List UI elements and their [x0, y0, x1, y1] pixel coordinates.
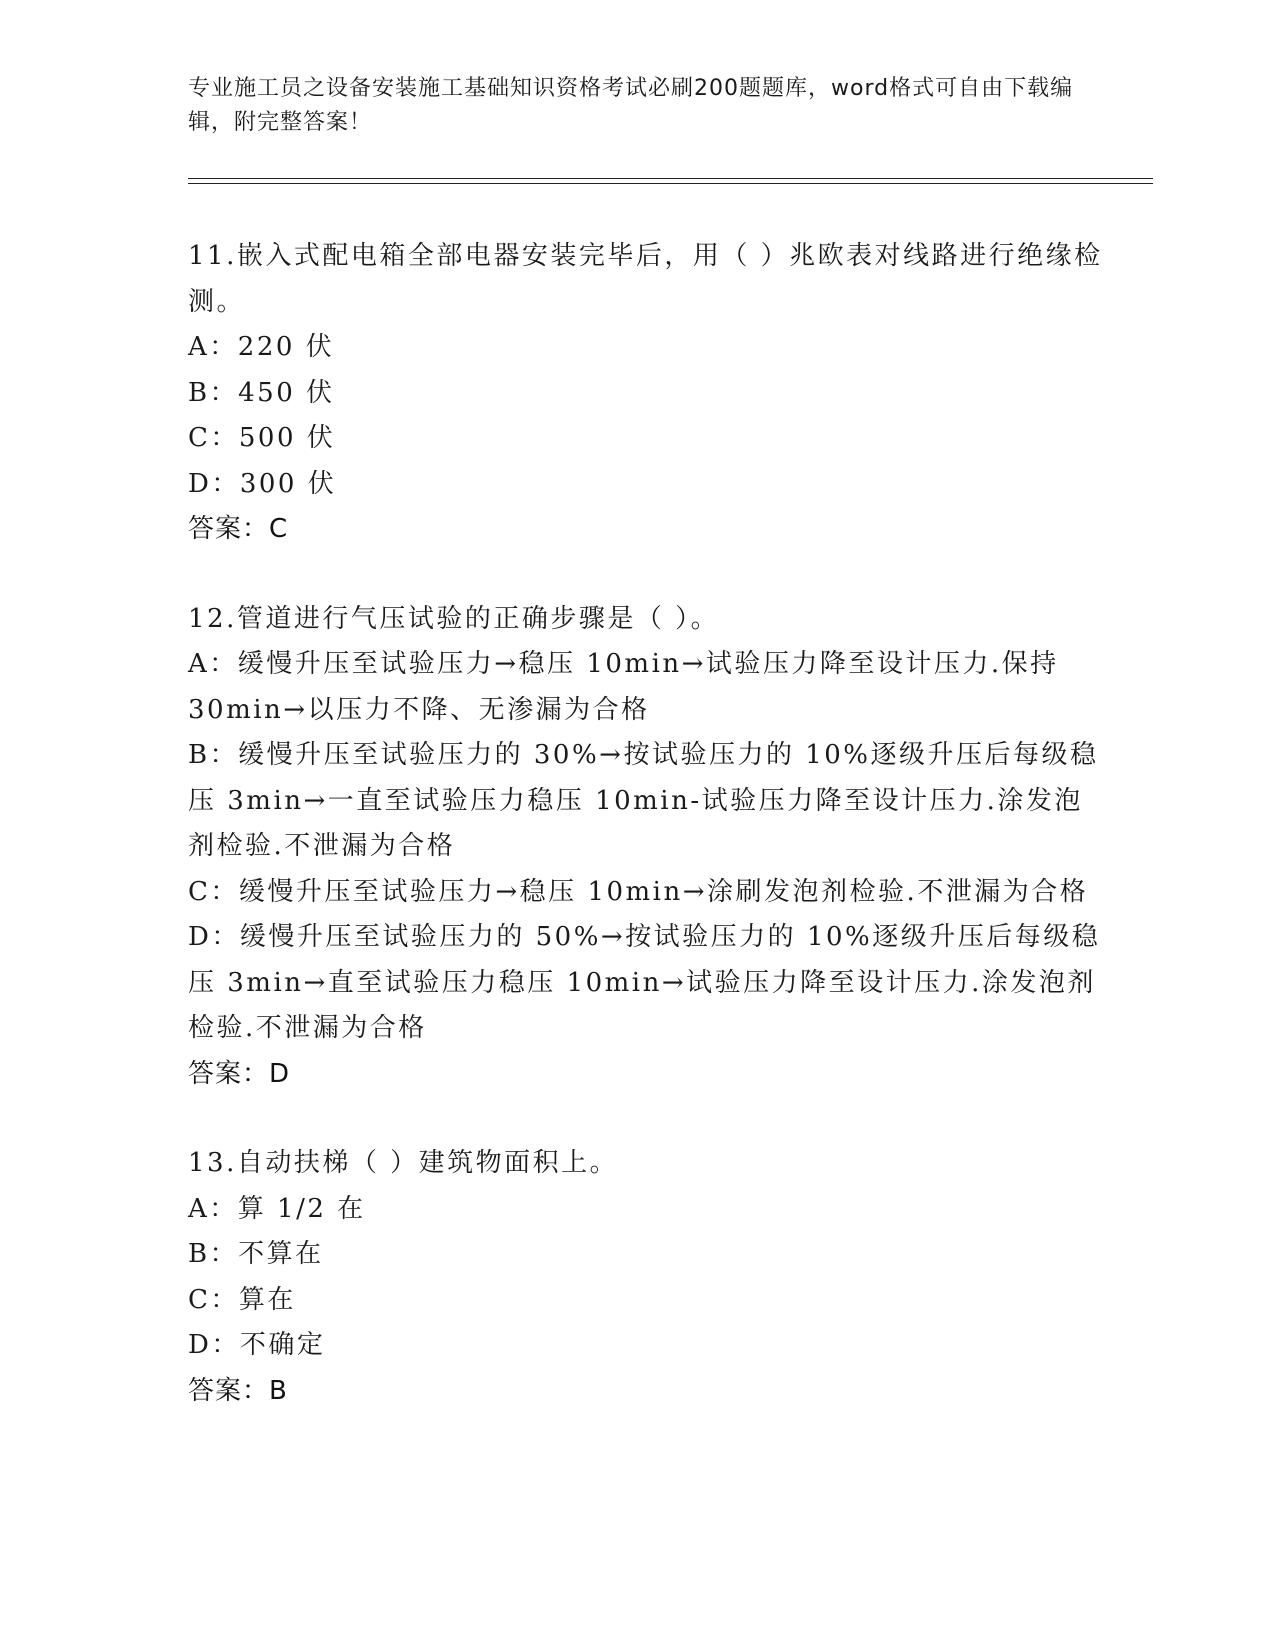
- question-stem: 12.管道进行气压试验的正确步骤是（ ）。: [188, 603, 720, 634]
- answer-line: 答案：D: [188, 1058, 291, 1089]
- option-c: C：缓慢升压至试验压力→稳压 10min→涂刷发泡剂检验.不泄漏为合格: [188, 876, 1089, 907]
- header-divider-bottom: [188, 183, 1153, 184]
- header-divider-top: [188, 178, 1153, 179]
- option-a: A：220 伏: [188, 332, 335, 362]
- question-stem: 13.自动扶梯（ ）建筑物面积上。: [188, 1148, 619, 1178]
- option-c: C：算在: [188, 1284, 296, 1315]
- option-d: D：缓慢升压至试验压力的 50%→按试验压力的 10%逐级升压后每级稳压 3min→直至试验压力稳压 10min→试验压力降至设计压力.涂发泡剂检验.不泄漏为合格: [188, 922, 1101, 1043]
- document-header: 专业施工员之设备安装施工基础知识资格考试必刷200题题库，word格式可自由下载编辑，附完整答案！: [188, 76, 1074, 135]
- option-d: D：300 伏: [188, 468, 337, 499]
- option-d: D：不确定: [188, 1330, 326, 1360]
- question-list: [188, 234, 1108, 1458]
- option-b: B：不算在: [188, 1239, 324, 1269]
- question-11: [188, 234, 1108, 553]
- answer-line: 答案：C: [188, 514, 289, 544]
- question-stem: 11.嵌入式配电箱全部电器安装完毕后，用（ ）兆欧表对线路进行绝缘检测。: [188, 241, 1103, 317]
- option-a: A：算 1/2 在: [188, 1193, 366, 1224]
- option-b: B：缓慢升压至试验压力的 30%→按试验压力的 10%逐级升压后每级稳压 3min→一直至试验压力稳压 10min-试验压力降至设计压力.涂发泡剂检验.不泄漏为合格: [188, 740, 1099, 861]
- option-a: A：缓慢升压至试验压力→稳压 10min→试验压力降至设计压力.保持30min→以压力不降、无渗漏为合格: [188, 649, 1059, 725]
- question-13: [188, 1141, 1108, 1414]
- question-12: [188, 597, 1108, 1098]
- answer-line: 答案：B: [188, 1375, 288, 1406]
- option-c: C：500 伏: [188, 423, 336, 453]
- option-b: B：450 伏: [188, 377, 335, 408]
